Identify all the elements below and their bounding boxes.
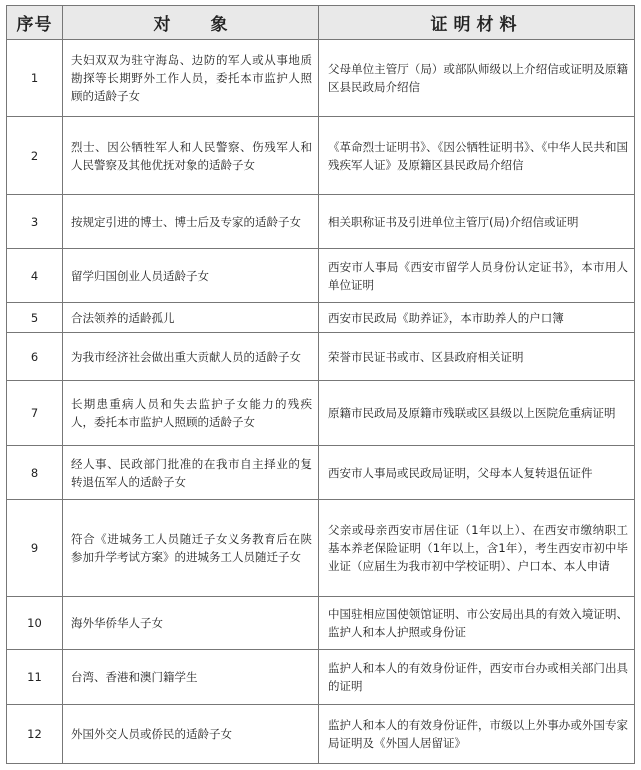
row-index: 1 <box>7 40 63 117</box>
table-row <box>7 597 635 650</box>
row-target: 外国外交人员或侨民的适龄子女 <box>63 705 319 764</box>
row-target: 符合《进城务工人员随迁子女义务教育后在陕参加升学考试方案》的进城务工人员随迁子女 <box>63 500 319 597</box>
row-proof: 监护人和本人的有效身份证件，西安市台办或相关部门出具的证明 <box>319 650 635 705</box>
table-row <box>7 446 635 500</box>
table-row <box>7 650 635 705</box>
row-index: 9 <box>7 500 63 597</box>
table-row <box>7 195 635 249</box>
proof-materials-table <box>6 5 635 764</box>
row-proof: 原籍市民政局及原籍市残联或区县级以上医院危重病证明 <box>319 381 635 446</box>
header-proof: 证明材料 <box>319 6 635 40</box>
row-index: 8 <box>7 446 63 500</box>
row-index: 5 <box>7 303 63 333</box>
row-target: 为我市经济社会做出重大贡献人员的适龄子女 <box>63 333 319 381</box>
row-target: 按规定引进的博士、博士后及专家的适龄子女 <box>63 195 319 249</box>
row-index: 12 <box>7 705 63 764</box>
row-target: 台湾、香港和澳门籍学生 <box>63 650 319 705</box>
table-row <box>7 249 635 303</box>
header-index: 序号 <box>7 6 63 40</box>
row-proof: 父母单位主管厅（局）或部队师级以上介绍信或证明及原籍区县民政局介绍信 <box>319 40 635 117</box>
table-row <box>7 333 635 381</box>
row-proof: 相关职称证书及引进单位主管厅(局)介绍信或证明 <box>319 195 635 249</box>
table-row <box>7 117 635 195</box>
row-target: 经人事、民政部门批准的在我市自主择业的复转退伍军人的适龄子女 <box>63 446 319 500</box>
header-row <box>7 6 635 40</box>
header-target: 对象 <box>63 6 319 40</box>
row-target: 合法领养的适龄孤儿 <box>63 303 319 333</box>
row-index: 2 <box>7 117 63 195</box>
table-row <box>7 705 635 764</box>
row-proof: 西安市民政局《助养证》，本市助养人的户口簿 <box>319 303 635 333</box>
row-target: 长期患重病人员和失去监护子女能力的残疾人，委托本市监护人照顾的适龄子女 <box>63 381 319 446</box>
row-target: 海外华侨华人子女 <box>63 597 319 650</box>
row-target: 夫妇双双为驻守海岛、边防的军人或从事地质勘探等长期野外工作人员，委托本市监护人照顾的适龄子女 <box>63 40 319 117</box>
row-index: 4 <box>7 249 63 303</box>
row-index: 7 <box>7 381 63 446</box>
row-index: 6 <box>7 333 63 381</box>
row-proof: 《革命烈士证明书》、《因公牺牲证明书》、《中华人民共和国残疾军人证》及原籍区县民政局介绍信 <box>319 117 635 195</box>
row-proof: 荣誉市民证书或市、区县政府相关证明 <box>319 333 635 381</box>
row-proof: 监护人和本人的有效身份证件，市级以上外事办或外国专家局证明及《外国人居留证》 <box>319 705 635 764</box>
row-proof: 西安市人事局或民政局证明，父母本人复转退伍证件 <box>319 446 635 500</box>
row-target: 烈士、因公牺牲军人和人民警察、伤残军人和人民警察及其他优抚对象的适龄子女 <box>63 117 319 195</box>
row-proof: 西安市人事局《西安市留学人员身份认定证书》，本市用人单位证明 <box>319 249 635 303</box>
row-target: 留学归国创业人员适龄子女 <box>63 249 319 303</box>
row-index: 11 <box>7 650 63 705</box>
table-row <box>7 40 635 117</box>
row-proof: 中国驻相应国使领馆证明、市公安局出具的有效入境证明、监护人和本人护照或身份证 <box>319 597 635 650</box>
table-row <box>7 500 635 597</box>
row-index: 10 <box>7 597 63 650</box>
table-row <box>7 303 635 333</box>
row-index: 3 <box>7 195 63 249</box>
table-row <box>7 381 635 446</box>
row-proof: 父亲或母亲西安市居住证（1年以上）、在西安市缴纳职工基本养老保险证明（1年以上，含1年），考生西安市初中毕业证（应届生为我市初中学校证明）、户口本、本人申请 <box>319 500 635 597</box>
